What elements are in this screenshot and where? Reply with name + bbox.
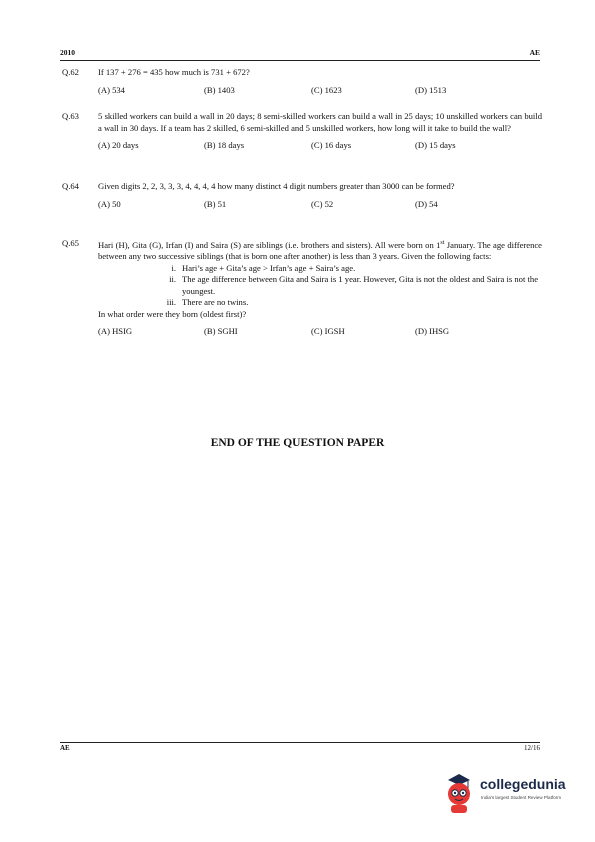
question-63 (62, 111, 542, 152)
option-d: (D) 1513 (415, 84, 447, 95)
question-text-part2: January. The age difference between any two successive siblings (that is born one after another) is less than 3 years. Given the following facts: (98, 239, 542, 262)
option-b: (B) 1403 (204, 84, 235, 95)
superscript-st: st (440, 240, 445, 246)
fact-number: i. (171, 262, 176, 273)
question-text: Given digits 2, 2, 3, 3, 3, 4, 4, 4, 4 how many distinct 4 digit numbers greater than 3000 can be formed? (98, 181, 455, 191)
question-text: 5 skilled workers can build a wall in 20 days; 8 semi-skilled workers can build a wall in 25 days; 10 unskilled workers can build a wall in 30 days. If a team has 2 skilled, 6 semi-skilled and 5 unskilled workers, how long will it take to build the wall? (98, 111, 542, 133)
header-rule (60, 60, 540, 61)
question-number: Q.65 (62, 238, 79, 248)
end-of-paper-heading: END OF THE QUESTION PAPER (210, 437, 385, 449)
fact-number: iii. (166, 297, 176, 308)
option-a: (A) HSIG (98, 326, 133, 337)
question-text: If 137 + 276 = 435 how much is 731 + 672? (98, 67, 250, 77)
option-c: (C) 16 days (311, 140, 352, 150)
option-c: (C) 1623 (311, 84, 342, 95)
fact-text: Hari’s age + Gita’s age > Irfan’s age + Saira’s age. (182, 262, 356, 273)
mascot-face (448, 783, 470, 805)
option-b: (B) 51 (204, 198, 227, 209)
option-b: (B) SGHI (204, 326, 238, 337)
page-number: 12/16 (524, 744, 540, 752)
option-a: (A) 534 (98, 84, 125, 95)
question-text-part1: Hari (H), Gita (G), Irfan (I) and Saira (S) are siblings (i.e. brothers and sisters). All were born on 1 (98, 239, 441, 250)
option-c: (C) IGSH (311, 326, 345, 337)
fact-item (98, 263, 542, 275)
question-64 (62, 181, 542, 211)
option-a: (A) 20 days (98, 140, 139, 150)
logo-tagline: India's largest Student Review Platform (481, 795, 562, 800)
option-d: (D) 15 days (415, 140, 456, 150)
logo-name: collegedunia (480, 776, 566, 792)
question-number: Q.62 (62, 67, 79, 77)
fact-item (98, 274, 542, 297)
page-header (60, 48, 540, 60)
option-d: (D) IHSG (415, 326, 450, 337)
question-text (98, 238, 542, 263)
question-number: Q.64 (62, 181, 79, 191)
mascot-body (451, 805, 467, 813)
header-year: 2010 (60, 48, 75, 57)
option-c: (C) 52 (311, 198, 334, 209)
fact-item (98, 297, 542, 309)
page-footer (60, 744, 540, 756)
header-code: AE (529, 48, 540, 57)
mascot-icon (440, 770, 478, 814)
option-d: (D) 54 (415, 198, 438, 209)
fact-text: The age difference between Gita and Saira is 1 year. However, Gita is not the oldest and Saira is not the youngest. (182, 274, 539, 296)
fact-number: ii. (169, 274, 176, 285)
collegedunia-logo (440, 770, 575, 814)
options (98, 140, 542, 152)
facts-list (98, 263, 542, 309)
question-number: Q.63 (62, 111, 79, 121)
options (98, 85, 542, 97)
options (98, 326, 542, 338)
question-62 (62, 67, 542, 97)
question-65 (62, 238, 542, 338)
option-b: (B) 18 days (204, 140, 245, 150)
option-a: (A) 50 (98, 198, 121, 209)
question-prompt: In what order were they born (oldest first)? (98, 308, 247, 319)
footer-rule (60, 742, 540, 743)
options (98, 199, 542, 211)
footer-code: AE (60, 744, 70, 752)
fact-text: There are no twins. (182, 297, 249, 308)
